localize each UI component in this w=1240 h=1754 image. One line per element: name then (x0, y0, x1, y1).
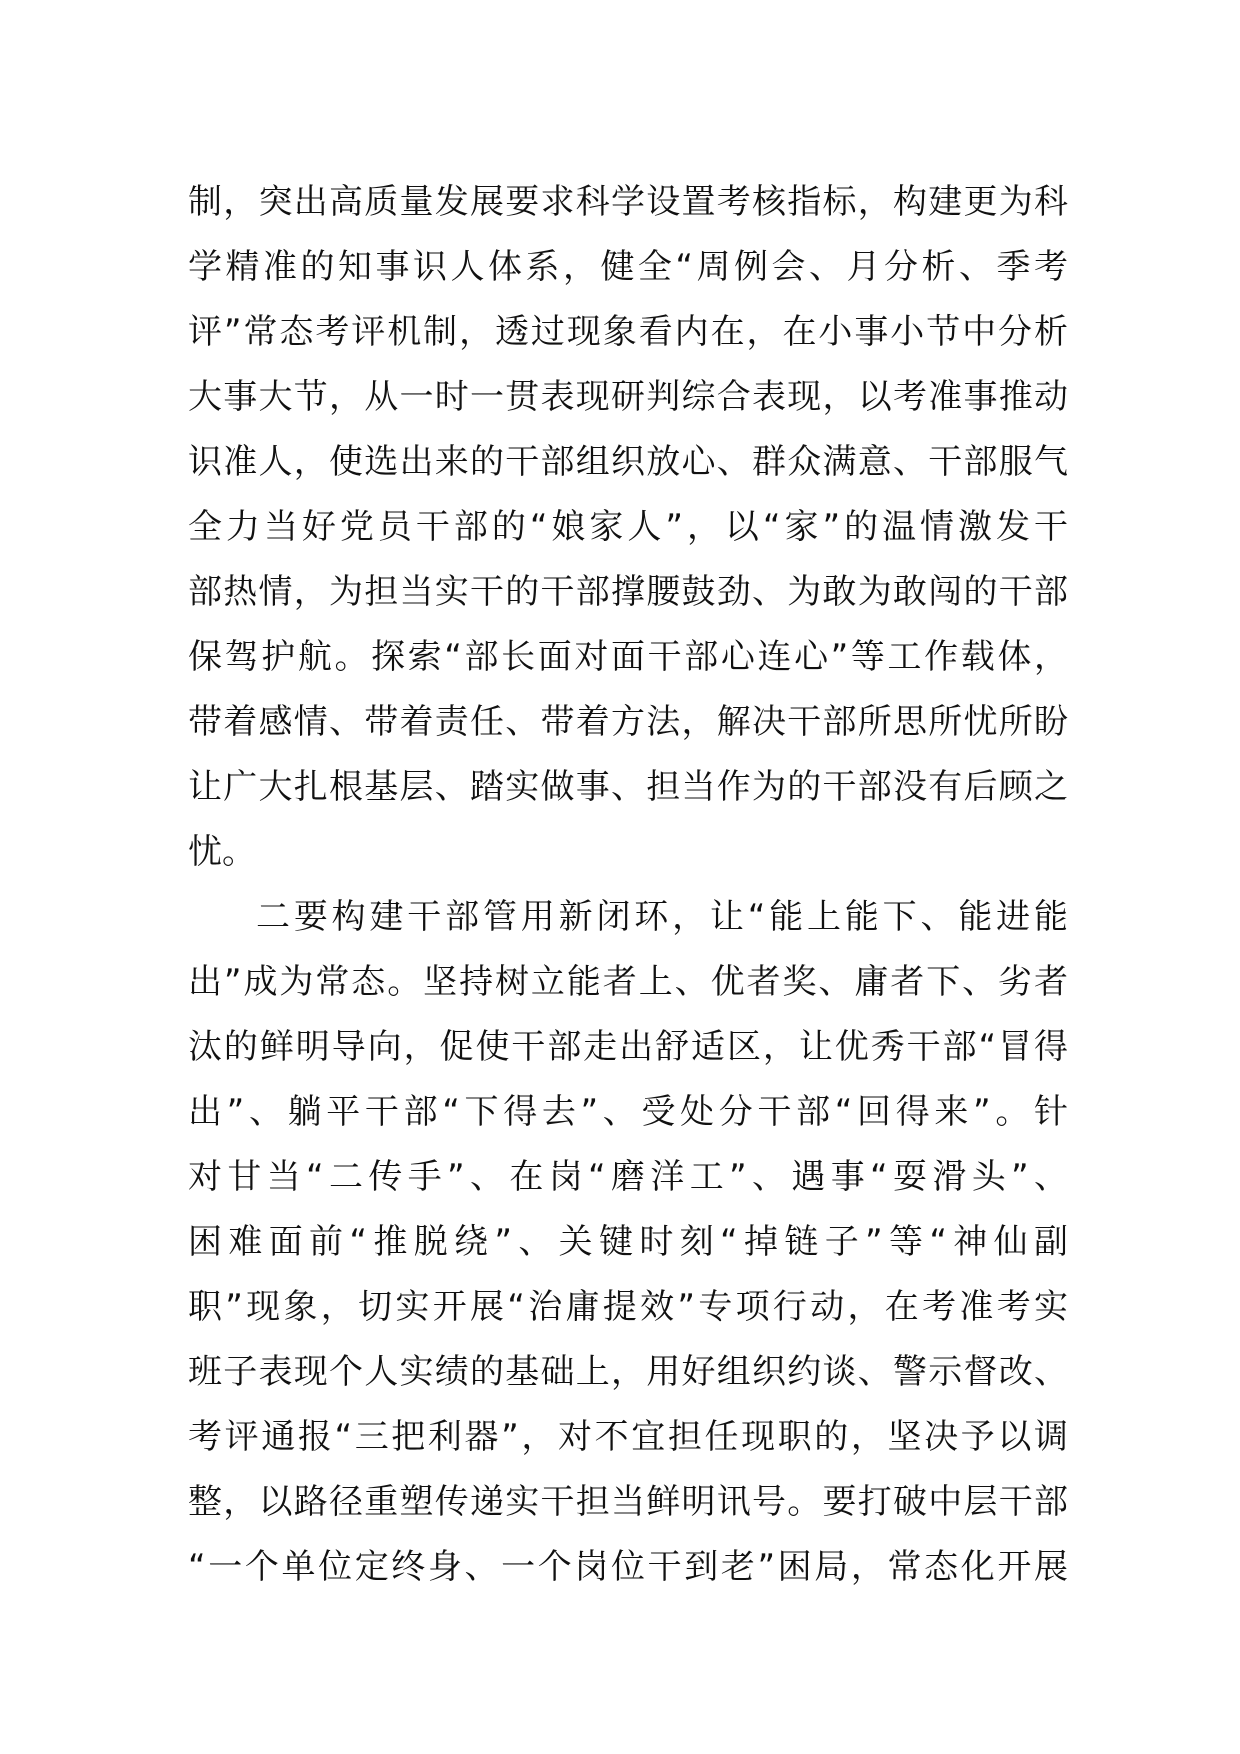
text-line: 部热情，为担当实干的干部撑腰鼓劲、为敢为敢闯的干部 (188, 572, 1068, 612)
text-line: 二要构建干部管用新闭环，让“能上能下、能进能 (256, 897, 1068, 937)
text-line: 汰的鲜明导向，促使干部走出舒适区，让优秀干部“冒得 (188, 1027, 1068, 1067)
text-line: 全力当好党员干部的“娘家人”，以“家”的温情激发干 (188, 507, 1068, 547)
text-line: 带着感情、带着责任、带着方法，解决干部所思所忧所盼 (188, 702, 1068, 742)
text-line: 忧。 (188, 832, 256, 872)
text-line: 让广大扎根基层、踏实做事、担当作为的干部没有后顾之 (188, 767, 1068, 807)
document-body (188, 170, 1068, 1600)
text-line: “一个单位定终身、一个岗位干到老”困局，常态化开展 (188, 1547, 1068, 1587)
text-line: 整，以路径重塑传递实干担当鲜明讯号。要打破中层干部 (188, 1482, 1068, 1522)
text-line: 大事大节，从一时一贯表现研判综合表现，以考准事推动 (188, 377, 1068, 417)
text-line: 评”常态考评机制，透过现象看内在，在小事小节中分析 (188, 312, 1068, 352)
text-line: 制，突出高质量发展要求科学设置考核指标，构建更为科 (188, 182, 1068, 222)
text-line: 职”现象，切实开展“治庸提效”专项行动，在考准考实 (188, 1287, 1068, 1327)
text-line: 考评通报“三把利器”，对不宜担任现职的，坚决予以调 (188, 1417, 1068, 1457)
text-line: 保驾护航。探索“部长面对面干部心连心”等工作载体， (188, 637, 1068, 677)
paragraph (188, 885, 1068, 1600)
text-line: 对甘当“二传手”、在岗“磨洋工”、遇事“耍滑头”、 (188, 1157, 1068, 1197)
paragraph (188, 170, 1068, 885)
text-line: 学精准的知事识人体系，健全“周例会、月分析、季考 (188, 247, 1068, 287)
text-line: 出”成为常态。坚持树立能者上、优者奖、庸者下、劣者 (188, 962, 1068, 1002)
text-line: 困难面前“推脱绕”、关键时刻“掉链子”等“神仙副 (188, 1222, 1068, 1262)
text-line: 出”、躺平干部“下得去”、受处分干部“回得来”。针 (188, 1092, 1068, 1132)
text-line: 班子表现个人实绩的基础上，用好组织约谈、警示督改、 (188, 1352, 1068, 1392)
text-line: 识准人，使选出来的干部组织放心、群众满意、干部服气 (188, 442, 1068, 482)
